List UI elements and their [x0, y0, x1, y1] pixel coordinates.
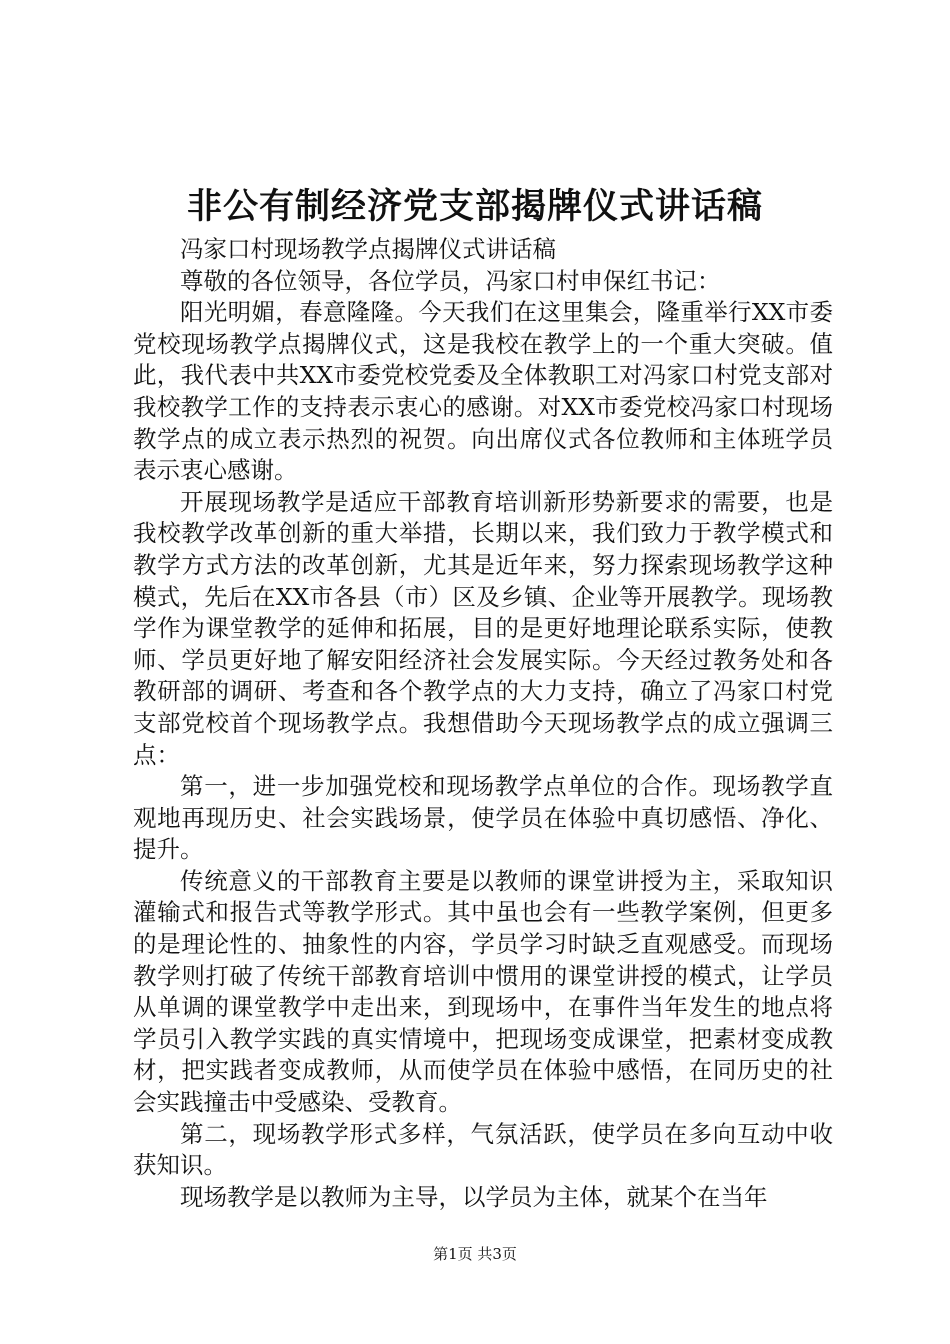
paragraph-salutation: 尊敬的各位领导，各位学员，冯家口村申保红书记： — [180, 266, 721, 295]
document-body — [133, 234, 833, 1213]
document-title: 非公有制经济党支部揭牌仪式讲话稿 — [186, 186, 763, 227]
paragraph: 开展现场教学是适应干部教育培训新形势新要求的需要，也是我校教学改革创新的重大举措，长期以来，我们致力于教学模式和教学方式方法的改革创新，尤其是近年来，努力探索现场教学这种模式，先后在XX市各县（市）区及乡镇、企业等开展教学。现场教学作为课堂教学的延伸和拓展，目的是更好地理论联系实际，使教师、学员更好地了解安阳经济社会发展实际。今天经过教务处和各教研部的调研、考查和各个教学点的大力支持，确立了冯家口村党支部党校首个现场教学点。我想借助今天现场教学点的成立强调三点： — [133, 487, 833, 769]
paragraph: 第一，进一步加强党校和现场教学点单位的合作。现场教学直观地再现历史、社会实践场景，使学员在体验中真切感悟、净化、提升。 — [133, 772, 833, 864]
page-number: 第1页 共3页 — [433, 1245, 517, 1263]
paragraph-subtitle: 冯家口村现场教学点揭牌仪式讲话稿 — [180, 235, 556, 263]
paragraph: 阳光明媚，春意隆隆。今天我们在这里集会，隆重举行XX市委党校现场教学点揭牌仪式，这是我校在教学上的一个重大突破。值此，我代表中共XX市委党校党委及全体教职工对冯家口村党支部对我校教学工作的支持表示衷心的感谢。对XX市委党校冯家口村现场教学点的成立表示热烈的祝贺。向出席仪式各位教师和主体班学员表示衷心感谢。 — [133, 298, 833, 485]
paragraph: 传统意义的干部教育主要是以教师的课堂讲授为主，采取知识灌输式和报告式等教学形式。其中虽也会有一些教学案例，但更多的是理论性的、抽象性的内容，学员学习时缺乏直观感受。而现场教学则打破了传统干部教育培训中惯用的课堂讲授的模式，让学员从单调的课堂教学中走出来，到现场中，在事件当年发生的地点将学员引入教学实践的真实情境中，把现场变成课堂，把素材变成教材，把实践者变成教师，从而使学员在体验中感悟，在同历史的社会实践撞击中受感染、受教育。 — [133, 866, 833, 1117]
paragraph: 第二，现场教学形式多样，气氛活跃，使学员在多向互动中收获知识。 — [133, 1119, 833, 1180]
paragraph: 现场教学是以教师为主导，以学员为主体，就某个在当年 — [180, 1182, 768, 1211]
